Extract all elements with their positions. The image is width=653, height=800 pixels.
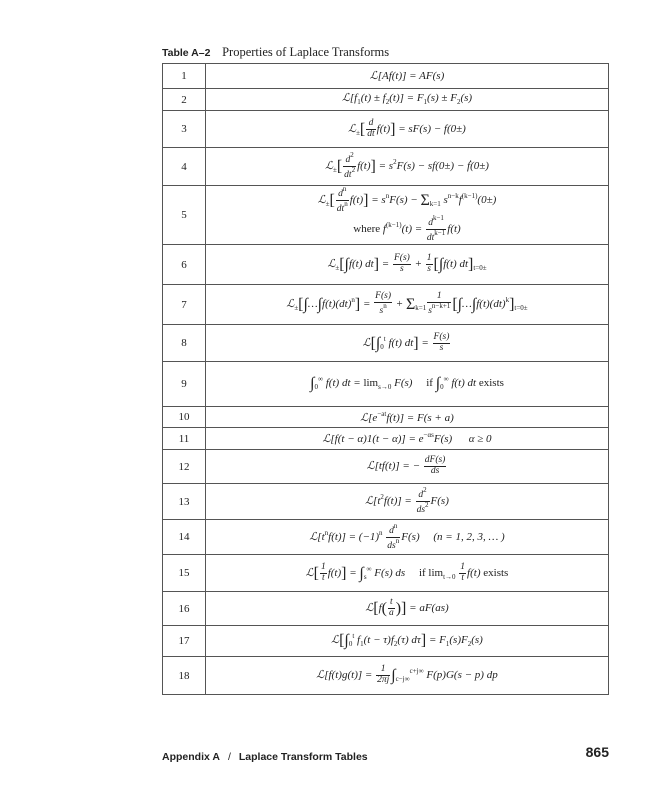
table-title: Properties of Laplace Transforms (222, 45, 390, 59)
row-number: 5 (163, 186, 206, 245)
table-label: Table A–2 (162, 47, 211, 59)
laplace-properties-table (162, 63, 609, 695)
table-row (163, 407, 609, 428)
table-row (163, 89, 609, 111)
row-formula: ℒ[f(t)g(t)] = $\frac{1}{2\pi j}$ $\int_{c-j\infty}^{c+j\infty}$ F(p)G(s − p) dp (206, 657, 609, 695)
table-row (163, 428, 609, 450)
table-row (163, 592, 609, 626)
row-number: 16 (163, 592, 206, 626)
row-formula: ℒ$_\pm$[ $\frac{d^2}{dt^2}$ $f(t)] = s^2F(s) - sf(0\pm)$ − ḟ(0±) (206, 148, 609, 186)
row-number: 11 (163, 428, 206, 450)
table-row (163, 520, 609, 555)
row-number: 2 (163, 89, 206, 111)
row-formula: ℒ[Af(t)] = AF(s) (206, 64, 609, 89)
table-row (163, 484, 609, 520)
row-formula: $\int_0^\infty$ f(t) dt = $\lim_{s\to 0} F(s)$ if $\int_0^\infty$ f(t) dt exists (206, 362, 609, 407)
row-number: 14 (163, 520, 206, 555)
row-number: 15 (163, 555, 206, 592)
row-number: 10 (163, 407, 206, 428)
page-number: 865 (585, 744, 609, 760)
table-row (163, 186, 609, 245)
row-number: 13 (163, 484, 206, 520)
table-row (163, 555, 609, 592)
table-row (163, 111, 609, 148)
row-number: 1 (163, 64, 206, 89)
row-number: 18 (163, 657, 206, 695)
table-row (163, 148, 609, 186)
table-row (163, 626, 609, 657)
row-number: 4 (163, 148, 206, 186)
row-formula: $ℒ[t^nf(t)] = (-1)^n$ $\frac{d^n}{ds^n}$ F(s) (n = 1, 2, 3, … ) (206, 520, 609, 555)
row-formula: $ℒ[\int_0^t$ $f_1(t - \tau)f_2(\tau) d\tau] = F_1(s)F_2(s)$ (206, 626, 609, 657)
footer-appendix: Appendix A (162, 751, 220, 763)
row-number: 12 (163, 450, 206, 484)
row-formula: $ℒ[t^2f(t)]$ = $\frac{d^2}{ds^2}$ F(s) (206, 484, 609, 520)
row-number: 7 (163, 285, 206, 325)
row-formula: ℒ[ $\frac{1}{t}$ $f(t)] = \int_s^\infty$ F(s) ds if $\lim_{t\to 0}$ $\frac{1}{t}$ f(t) exists (206, 555, 609, 592)
table-row (163, 657, 609, 695)
row-formula: ℒ[f(t − $\alpha)1(t - \alpha)] = e^{-\alpha s}F(s)$ α ≥ 0 (206, 428, 609, 450)
footer-section: Laplace Transform Tables (238, 751, 368, 763)
row-number: 9 (163, 362, 206, 407)
table-caption (162, 45, 389, 60)
row-formula: $ℒ[e^{-at}f(t)] = F(s + a)$ (206, 407, 609, 428)
row-number: 6 (163, 245, 206, 285)
page-footer (162, 744, 609, 765)
row-formula: ℒ$_\pm$[ $\frac{d}{dt}$ f(t)] = sF(s) − f(0±) (206, 111, 609, 148)
row-formula: ℒ[tf(t)] = − $\frac{dF(s)}{ds}$ (206, 450, 609, 484)
row-formula: ℒ$_\pm$[∫f(t) dt] = $\frac{F(s)}{s}$ + $\frac{1}{s}$ [∫f(t) $dt]_{t=0\pm}$ (206, 245, 609, 285)
row-number: 17 (163, 626, 206, 657)
table-row (163, 362, 609, 407)
row-number: 8 (163, 325, 206, 362)
table-row (163, 285, 609, 325)
table-row (163, 325, 609, 362)
footer-separator: / (227, 751, 231, 763)
row-formula: $ℒ[\int_0^t$ f(t) dt] = $\frac{F(s)}{s}$ (206, 325, 609, 362)
row-formula-note: where $f^{(k-1)}(t)$ = $\frac{d^{k-1}}{dt^{k-1}}$ f(t) (353, 214, 461, 243)
row-formula: $ℒ[f_1(t) \pm f_2(t)] = F_1(s) \pm F_2(s)$ (206, 89, 609, 111)
table-row (163, 64, 609, 89)
row-number: 3 (163, 111, 206, 148)
table-row (163, 245, 609, 285)
row-formula: ℒ$_\pm$[∫…∫f(t)(dt)$^n$] = $\frac{F(s)}{s^n}$ + $\Sigma_{k=1}$ $\frac{1}{s^{n-k+1}}$ $[\int\dots\int f(t)(dt)^k]_{t=0\pm}$ (206, 285, 609, 325)
table-row (163, 450, 609, 484)
row-formula: ℒ[f( $\frac{t}{a}$ )] = aF(as) (206, 592, 609, 626)
row-formula: ℒ$_\pm$[ $\frac{d^n}{dt^n}$ $f(t)] = s^nF(s) - \Sigma_{k=1}$ $s^{n-k}f^{(k-1)}(0\pm)$ where $f^{(k-1)}(t)$ = $\frac{d^{k-1}}{dt^{k-1}}$ f(t) (206, 186, 609, 245)
